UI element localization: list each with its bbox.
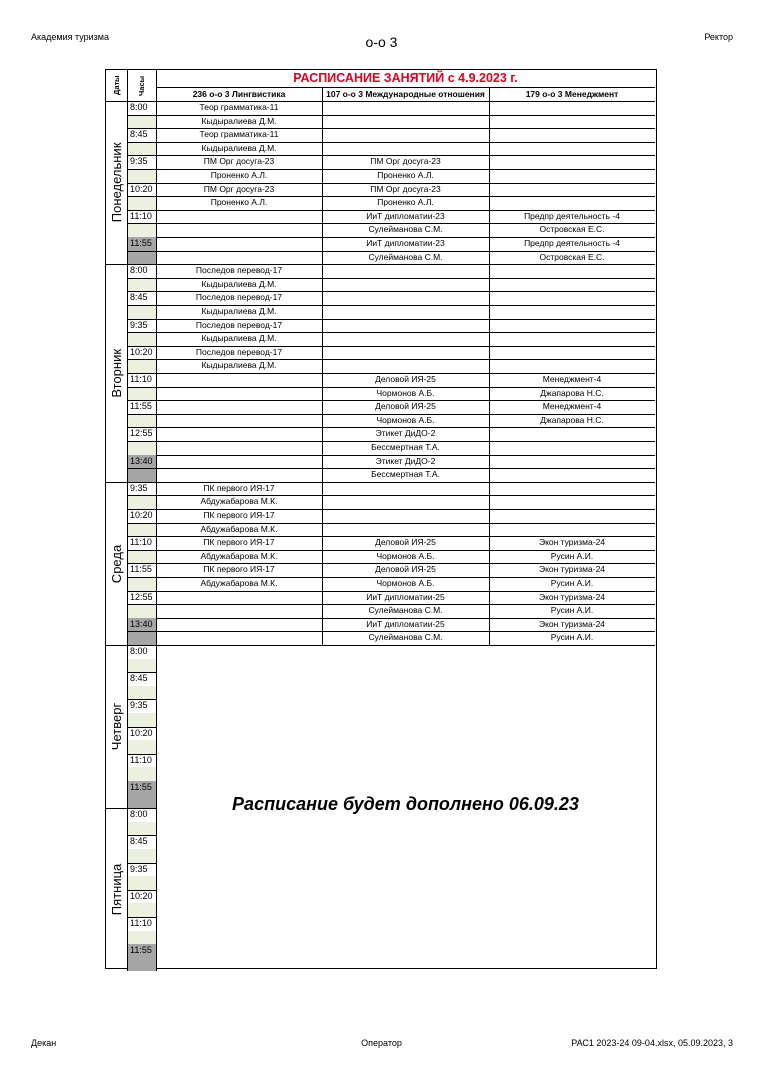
time-slot: 8:45	[130, 836, 148, 847]
header-left: Академия туризма	[31, 32, 109, 42]
footer-right: РАС1 2023-24 09-04.xlsx, 05.09.2023, 3	[571, 1038, 733, 1048]
group-header: 236 о-о 3 Лингвистика	[192, 89, 286, 99]
lesson-teacher: Бессмертная Т.А.	[371, 469, 440, 480]
lesson-subject: ПМ Орг досуга-23	[203, 156, 275, 167]
time-cell-shade	[127, 713, 156, 727]
lesson-teacher: Кыдыралиева Д.М.	[201, 360, 277, 371]
time-slot: 11:10	[130, 537, 152, 548]
time-slot: 13:40	[130, 455, 153, 466]
lesson-subject: Деловой ИЯ-25	[375, 374, 436, 384]
lesson-teacher: Абдужабарова М.К.	[200, 578, 278, 588]
time-cell-shade	[127, 169, 156, 183]
row-line	[127, 577, 655, 578]
lesson-teacher: Кыдыралиева Д.М.	[201, 306, 277, 316]
time-slot: 8:00	[130, 646, 148, 656]
time-cell-shade	[127, 142, 156, 156]
time-cell-shade	[127, 767, 156, 781]
row-line	[127, 414, 655, 415]
row-line	[127, 115, 655, 116]
grid-line	[156, 645, 157, 808]
lesson-teacher: Сулейманова С.М.	[368, 632, 443, 643]
time-slot: 11:10	[130, 918, 152, 928]
lesson-subject: ПМ Орг досуга-23	[203, 183, 275, 194]
lesson-subject: Деловой ИЯ-25	[375, 401, 436, 412]
row-line	[127, 196, 655, 197]
row-line	[127, 169, 655, 170]
grid-line	[127, 264, 128, 482]
grid-line	[489, 264, 490, 482]
grid-line	[156, 482, 157, 645]
grid-line	[127, 645, 128, 808]
grid-line	[322, 482, 323, 645]
time-slot: 10:20	[130, 510, 153, 520]
lesson-subject: ПК первого ИЯ-17	[203, 537, 275, 548]
time-slot: 8:00	[130, 265, 148, 276]
row-line	[127, 631, 655, 632]
time-slot: 8:45	[130, 292, 148, 303]
time-slot: 10:20	[130, 890, 153, 901]
row-line	[127, 305, 655, 306]
lesson-teacher: Чормонов А.Б.	[376, 578, 435, 588]
lesson-subject: ПМ Орг досуга-23	[370, 183, 441, 194]
lesson-teacher: Абдужабарова М.К.	[200, 550, 278, 561]
day-separator	[106, 645, 655, 646]
lesson-teacher: Островская Е.С.	[539, 224, 605, 235]
lesson-subject: ИиТ дипломатии-25	[366, 591, 445, 602]
time-slot: 9:35	[130, 700, 148, 711]
lesson-subject: Экон туризма-24	[538, 537, 606, 548]
time-slot: 8:45	[130, 129, 148, 140]
schedule-title: РАСПИСАНИЕ ЗАНЯТИЙ с 4.9.2023 г.	[293, 71, 518, 85]
lesson-teacher: Островская Е.С.	[539, 251, 605, 262]
row-line	[127, 604, 655, 605]
lesson-subject: ИиТ дипломатии-25	[366, 618, 445, 629]
time-slot: 9:35	[130, 482, 148, 493]
day-label: Понедельник	[109, 142, 124, 223]
grid-line	[322, 87, 323, 101]
lesson-teacher: Бессмертная Т.А.	[371, 442, 440, 452]
lesson-subject: ПК первого ИЯ-17	[203, 482, 275, 493]
header-center: о-о 3	[365, 34, 398, 50]
time-slot: 11:55	[130, 401, 152, 412]
lesson-teacher: Джапарова Н.С.	[540, 387, 604, 398]
row-line	[127, 359, 655, 360]
lesson-teacher: Кыдыралиева Д.М.	[201, 142, 277, 153]
lesson-subject: Менеджмент-4	[542, 374, 602, 384]
time-slot: 11:55	[130, 782, 152, 792]
time-slot: 13:40	[130, 618, 153, 629]
lesson-teacher: Русин А.И.	[550, 578, 594, 588]
time-slot: 9:35	[130, 863, 148, 874]
lesson-subject: ПМ Орг досуга-23	[370, 156, 441, 167]
lesson-teacher: Проненко А.Л.	[377, 197, 434, 208]
time-cell-shade	[127, 659, 156, 673]
day-label: Среда	[109, 544, 124, 583]
lesson-subject: Теор грамматика-11	[199, 129, 279, 140]
lesson-subject: Предпр деятельность -4	[524, 238, 620, 248]
lesson-subject: ИиТ дипломатии-23	[366, 238, 445, 248]
lesson-teacher: Кыдыралиева Д.М.	[201, 333, 277, 344]
time-slot: 8:45	[130, 673, 148, 684]
time-cell-shade	[127, 822, 156, 836]
lesson-teacher: Чормонов А.Б.	[376, 414, 435, 425]
grid-line	[156, 70, 157, 101]
lesson-teacher: Русин А.И.	[550, 605, 594, 616]
lesson-subject: ПК первого ИЯ-17	[203, 564, 275, 575]
row-line	[127, 495, 655, 496]
lesson-teacher: Сулейманова С.М.	[368, 224, 443, 235]
lesson-teacher: Сулейманова С.М.	[368, 251, 443, 262]
grid-line	[127, 70, 128, 101]
grid-line	[127, 482, 128, 645]
lesson-subject: Экон туризма-24	[538, 618, 606, 629]
row-line	[127, 387, 655, 388]
lesson-subject: Деловой ИЯ-25	[375, 564, 436, 575]
lesson-teacher: Кыдыралиева Д.М.	[201, 115, 277, 126]
lesson-subject: Предпр деятельность -4	[524, 210, 620, 221]
lesson-subject: Деловой ИЯ-25	[375, 537, 436, 548]
row-line	[127, 550, 655, 551]
day-label: Вторник	[109, 348, 124, 398]
group-header: 179 о-о 3 Менеджмент	[525, 89, 619, 99]
time-slot: 10:20	[130, 183, 153, 194]
time-slot: 12:55	[130, 428, 153, 439]
hours-header: Часы	[137, 75, 146, 96]
lesson-teacher: Русин А.И.	[550, 550, 594, 561]
time-cell-shade	[127, 387, 156, 401]
title-underline	[156, 87, 655, 88]
grid-line	[156, 101, 157, 264]
grid-line	[489, 87, 490, 101]
lesson-subject: Экон туризма-24	[538, 591, 606, 602]
time-cell-shade	[127, 441, 156, 455]
lesson-teacher: Проненко А.Л.	[377, 170, 434, 180]
time-slot: 11:10	[130, 374, 152, 384]
lesson-subject: ИиТ дипломатии-23	[366, 210, 445, 221]
header-right: Ректор	[704, 32, 733, 42]
time-cell-shade	[127, 604, 156, 618]
dates-header: Даты	[112, 75, 121, 96]
grid-line	[489, 101, 490, 264]
lesson-subject: Последов перевод-17	[195, 319, 283, 330]
time-cell-shade	[127, 550, 156, 564]
time-slot: 11:10	[130, 754, 152, 765]
lesson-subject: Этикет ДиДО-2	[375, 455, 436, 466]
lesson-teacher: Сулейманова С.М.	[368, 605, 443, 616]
lesson-teacher: Джапарова Н.С.	[540, 414, 604, 425]
time-cell-shade	[127, 196, 156, 210]
lesson-subject: Последов перевод-17	[195, 346, 283, 357]
row-line	[127, 332, 655, 333]
lesson-teacher: Проненко А.Л.	[210, 170, 268, 180]
time-slot: 11:55	[130, 238, 152, 248]
time-cell-shade	[127, 115, 156, 129]
time-cell-shade	[127, 686, 156, 700]
time-cell-shade	[127, 223, 156, 237]
lesson-subject: Теор грамматика-11	[199, 102, 279, 112]
grid-line	[127, 808, 128, 971]
time-cell-shade	[127, 359, 156, 373]
grid-line	[322, 101, 323, 264]
time-cell-shade	[127, 849, 156, 863]
row-line	[127, 441, 655, 442]
day-label: Пятница	[109, 864, 124, 916]
lesson-teacher: Кыдыралиева Д.М.	[201, 278, 277, 289]
lesson-teacher: Чормонов А.Б.	[376, 550, 435, 561]
grid-line	[489, 482, 490, 645]
time-slot: 11:55	[130, 945, 152, 956]
lesson-teacher: Русин А.И.	[550, 632, 594, 643]
lesson-subject: Менеджмент-4	[542, 401, 602, 412]
time-cell-shade	[127, 876, 156, 890]
row-line	[127, 278, 655, 279]
footer-center: Оператор	[361, 1038, 402, 1048]
grid-line	[156, 264, 157, 482]
time-cell-shade	[127, 523, 156, 537]
group-header: 107 о-о 3 Международные отношения	[326, 89, 485, 99]
schedule-notice: Расписание будет дополнено 06.09.23	[232, 794, 579, 814]
time-cell-shade	[127, 414, 156, 428]
time-slot: 9:35	[130, 156, 148, 167]
row-line	[127, 468, 655, 469]
grid-line	[322, 264, 323, 482]
time-slot: 11:55	[130, 564, 152, 575]
row-line	[127, 523, 655, 524]
time-cell-shade	[127, 740, 156, 754]
time-slot: 9:35	[130, 319, 148, 330]
row-line	[127, 223, 655, 224]
time-cell-shade	[127, 278, 156, 292]
lesson-teacher: Абдужабарова М.К.	[200, 523, 278, 534]
lesson-subject: Экон туризма-24	[538, 564, 606, 575]
day-label: Четверг	[109, 702, 124, 751]
lesson-subject: Последов перевод-17	[195, 265, 283, 276]
time-cell-shade	[127, 577, 156, 591]
lesson-subject: ПК первого ИЯ-17	[203, 510, 275, 520]
schedule-table	[105, 69, 657, 969]
row-line	[127, 142, 655, 143]
time-slot: 11:10	[130, 210, 152, 221]
time-slot: 8:00	[130, 102, 148, 112]
grid-line	[127, 101, 128, 264]
time-slot: 12:55	[130, 591, 153, 602]
time-slot: 10:20	[130, 727, 153, 738]
lesson-teacher: Чормонов А.Б.	[376, 387, 435, 398]
lesson-subject: Этикет ДиДО-2	[375, 428, 436, 439]
time-cell-shade	[127, 903, 156, 917]
time-cell-shade	[127, 931, 156, 945]
row-line	[127, 251, 655, 252]
lesson-subject: Последов перевод-17	[195, 292, 283, 303]
time-slot: 10:20	[130, 346, 153, 357]
lesson-teacher: Абдужабарова М.К.	[200, 496, 278, 507]
footer-left: Декан	[31, 1038, 57, 1048]
time-cell-shade	[127, 495, 156, 509]
time-slot: 8:00	[130, 809, 148, 820]
time-cell-shade	[127, 332, 156, 346]
lesson-teacher: Проненко А.Л.	[210, 197, 268, 208]
time-cell-shade	[127, 305, 156, 319]
grid-line	[156, 808, 157, 971]
